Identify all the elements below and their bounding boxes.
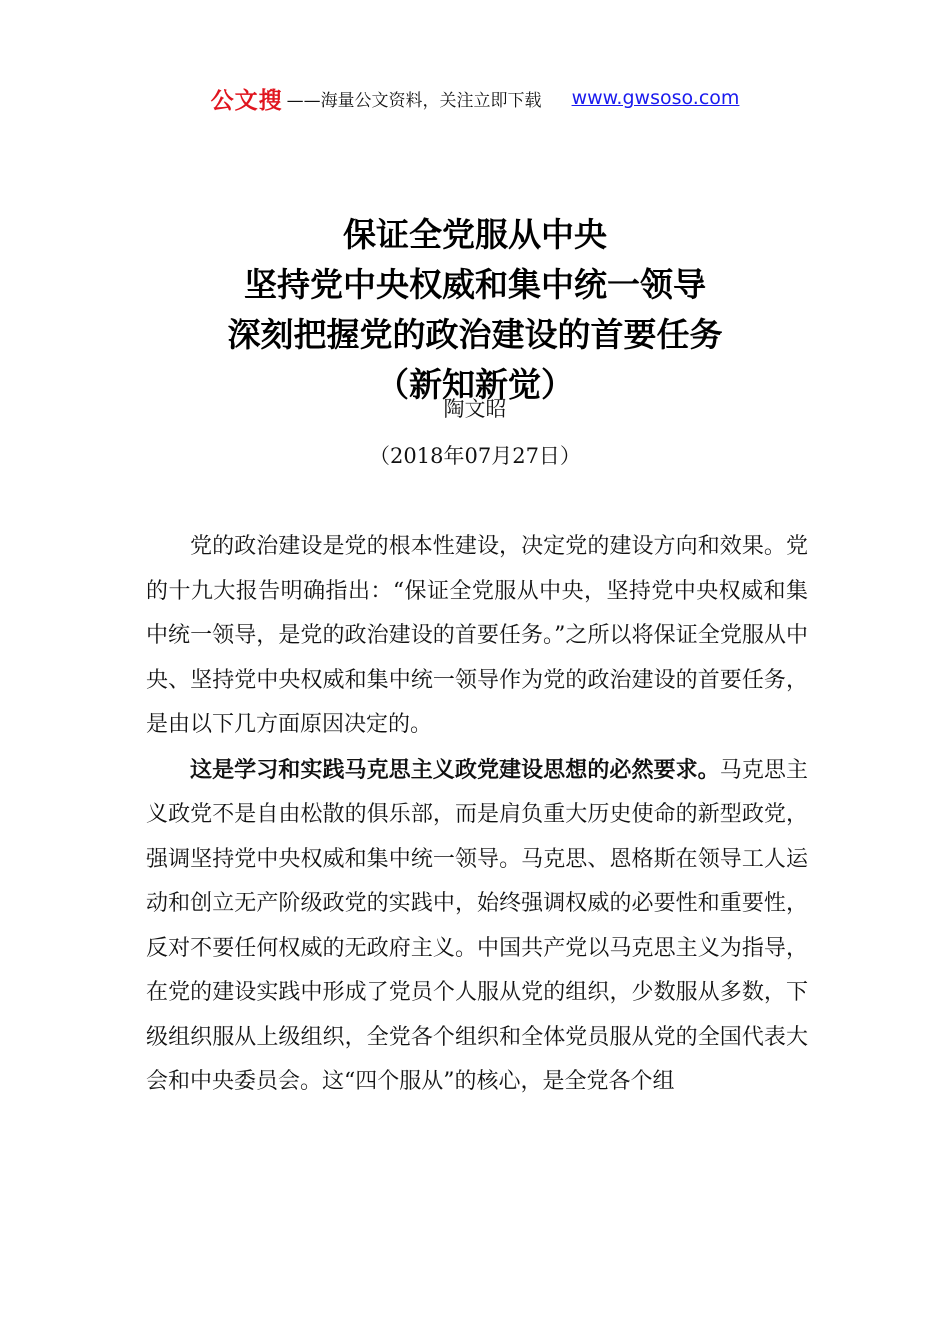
title-line-1: 保证全党服从中央 [343,215,607,254]
paragraph-1: 党的政治建设是党的根本性建设，决定党的建设方向和效果。党的十九大报告明确指出：“保证全党服从中央，坚持党中央权威和集中统一领导，是党的政治建设的首要任务。”之所以将保证全党服从中央、坚持党中央权威和集中统一领导作为党的政治建设的首要任务，是由以下几方面原因决定的。 [146,534,808,737]
publish-date: （2018年07月27日） [369,444,581,468]
article-body [146,525,808,1105]
paragraph-2 [146,748,808,1105]
paragraph-2-text: 马克思主义政党不是自由松散的俱乐部，而是肩负重大历史使命的新型政党，强调坚持党中央权威和集中统一领导。马克思、恩格斯在领导工人运动和创立无产阶级政党的实践中，始终强调权威的必要性和重要性，反对不要任何权威的无政府主义。中国共产党以马克思主义为指导，在党的建设实践中形成了党员个人服从党的组织，少数服从多数，下级组织服从上级组织，全党各个组织和全体党员服从党的全国代表大会和中央委员会。这“四个服从”的核心，是全党各个组 [146,757,808,1094]
site-link[interactable]: www.gwsoso.com [571,87,740,109]
title-line-3: 深刻把握党的政治建设的首要任务 [227,315,723,354]
page-header [0,82,950,114]
article-title [0,210,950,410]
header-slogan: ——海量公文资料，关注立即下载 [286,90,542,111]
title-line-2: 坚持党中央权威和集中统一领导 [244,265,706,304]
author: 陶文昭 [443,397,507,421]
brand-logo: 公文搜 [210,87,283,114]
paragraph-2-lead: 这是学习和实践马克思主义政党建设思想的必然要求。 [190,756,720,783]
title-line-4: （新知新觉） [376,365,574,404]
